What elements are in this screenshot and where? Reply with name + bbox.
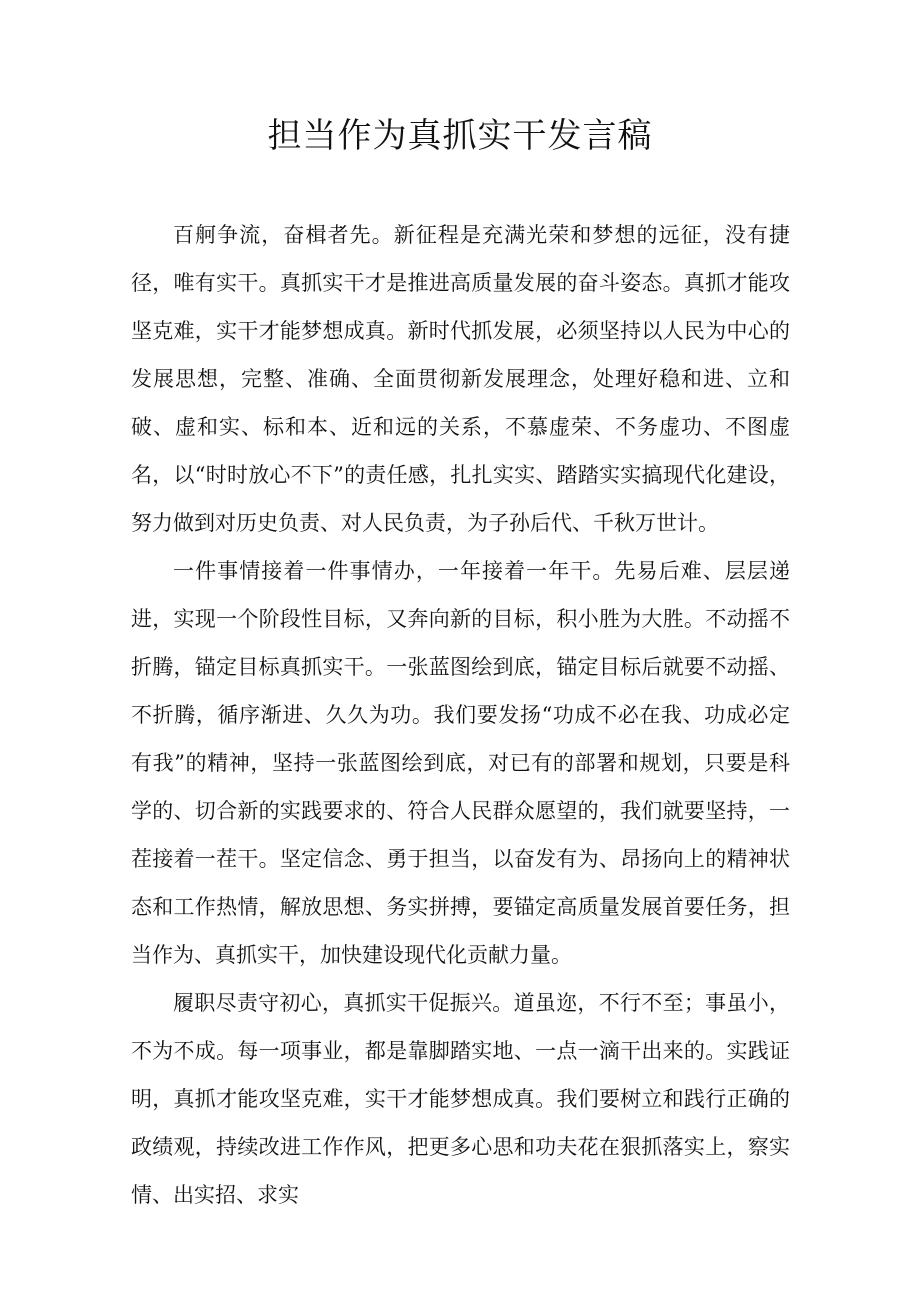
paragraph-1: 百舸争流，奋楫者先。新征程是充满光荣和梦想的远征，没有捷径，唯有实干。真抓实干才是推进高质量发展的奋斗姿态。真抓才能攻坚克难，实干才能梦想成真。新时代抓发展，必须坚持以人民为中心的发展思想，完整、准确、全面贯彻新发展理念，处理好稳和进、立和破、虚和实、标和本、近和远的关系，不慕虚荣、不务虚功、不图虚名，以“时时放心不下”的责任感，扎扎实实、踏踏实实搞现代化建设，努力做到对历史负责、对人民负责，为子孙后代、千秋万世计。	[131, 223, 790, 535]
paragraph-2: 一件事情接着一件事情办，一年接着一年干。先易后难、层层递进，实现一个阶段性目标，又奔向新的目标，积小胜为大胜。不动摇不折腾，锚定目标真抓实干。一张蓝图绘到底，锚定目标后就要不动摇、不折腾，循序渐进、久久为功。我们要发扬“功成不必在我、功成必定有我”的精神，坚持一张蓝图绘到底，对已有的部署和规划，只要是科学的、切合新的实践要求的、符合人民群众愿望的，我们就要坚持，一茬接着一茬干。坚定信念、勇于担当，以奋发有为、昂扬向上的精神状态和工作热情，解放思想、务实拼搏，要锚定高质量发展首要任务，担当作为、真抓实干，加快建设现代化贡献力量。	[131, 559, 790, 967]
page-title: 担当作为真抓实干发言稿	[267, 116, 653, 156]
document-body	[131, 211, 790, 1219]
paragraph-3: 履职尽责守初心，真抓实干促振兴。道虽迩，不行不至；事虽小，不为不成。每一项事业，都是靠脚踏实地、一点一滴干出来的。实践证明，真抓才能攻坚克难，实干才能梦想成真。我们要树立和践行正确的政绩观，持续改进工作作风，把更多心思和功夫花在狠抓落实上，察实情、出实招、求实	[131, 991, 790, 1207]
